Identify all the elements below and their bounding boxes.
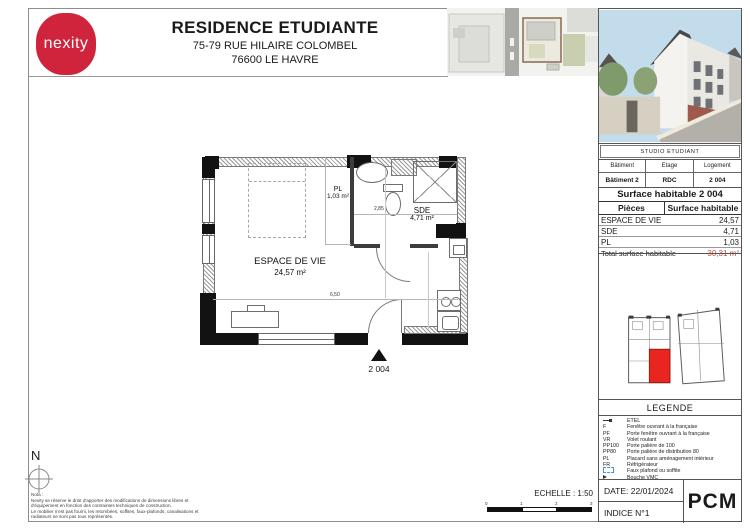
header-divider bbox=[28, 76, 448, 77]
nota-text bbox=[31, 492, 261, 520]
closet-line bbox=[325, 244, 351, 245]
window bbox=[202, 235, 215, 264]
window bbox=[202, 179, 215, 223]
legend-label: Volet roulant bbox=[627, 436, 657, 443]
scale-bar bbox=[485, 501, 593, 513]
desk-furniture bbox=[247, 305, 265, 312]
wall-segment bbox=[200, 293, 216, 345]
surface-table-title: Surface habitable 2 004 bbox=[599, 188, 741, 202]
fridge-niche bbox=[449, 238, 467, 258]
room-surface: 1,03 bbox=[723, 237, 739, 247]
page-title: RESIDENCE ETUDIANTE bbox=[171, 18, 379, 37]
etel-symbol-icon bbox=[603, 418, 612, 423]
table-row bbox=[599, 215, 741, 226]
north-label: N bbox=[31, 448, 41, 463]
dimension-label: 2,85 bbox=[374, 206, 384, 212]
partition-wall bbox=[410, 244, 438, 248]
site-plan-thumbnail bbox=[447, 8, 598, 76]
room-name: PL bbox=[333, 186, 343, 193]
wall-segment bbox=[216, 333, 258, 345]
legend-items bbox=[599, 416, 741, 481]
unit-info-value: Bâtiment 2 bbox=[599, 173, 646, 188]
address-line-1: 75-79 RUE HILAIRE COLOMBEL bbox=[192, 40, 358, 52]
table-row bbox=[599, 226, 741, 237]
legend-label: Fenêtre ouvrant à la française bbox=[627, 424, 698, 431]
unit-info-header: Bâtiment bbox=[599, 160, 646, 173]
unit-info-table bbox=[599, 159, 741, 187]
closet-line bbox=[325, 157, 326, 245]
room-label-sde bbox=[396, 206, 448, 222]
photo-caption: STUDIO ETUDIANT bbox=[600, 145, 740, 158]
dimension-line bbox=[213, 299, 458, 300]
indice-label: INDICE N°1 bbox=[604, 507, 650, 518]
scale-tick: 2 bbox=[555, 501, 558, 506]
unit-number-triangle-icon bbox=[371, 349, 387, 361]
room-area: 4,71 m² bbox=[410, 215, 434, 222]
key-plan bbox=[599, 253, 741, 399]
room-surface: 4,71 bbox=[723, 226, 739, 236]
company-logo-text: PCM bbox=[687, 489, 738, 513]
key-plan-drawing bbox=[599, 254, 741, 399]
date-label: DATE: 22/01/2024 bbox=[599, 480, 683, 502]
legend-key: PF bbox=[603, 430, 610, 437]
table-row bbox=[599, 237, 741, 248]
unit-number-marker: 2 004 bbox=[368, 364, 390, 374]
address-line-2: 76600 LE HAVRE bbox=[231, 54, 319, 66]
partition-wall bbox=[350, 157, 354, 246]
legend-label: Bouche VMC bbox=[627, 474, 659, 481]
building-photo bbox=[599, 9, 741, 143]
scale-tick: 3 bbox=[590, 501, 593, 506]
room-name: SDE bbox=[413, 206, 431, 215]
room-name: SDE bbox=[601, 226, 618, 236]
photo-caption-box bbox=[599, 143, 741, 159]
soffit-symbol-icon bbox=[603, 467, 614, 473]
wall-segment bbox=[202, 157, 215, 178]
nota-line: Le mobilier n'est pas fourni, les retombées, soffites, faux-plafonds, canalisations et bbox=[31, 508, 199, 514]
wall-segment bbox=[436, 224, 457, 238]
room-name: PL bbox=[601, 237, 611, 247]
site-plan-drawing bbox=[447, 8, 598, 76]
title-block-left bbox=[599, 480, 684, 523]
nota-line: Nexity se réserve le droit d'apporter des modifications de dimensions libres et bbox=[31, 497, 189, 503]
legend-panel bbox=[599, 399, 741, 479]
unit-info-value: 2 004 bbox=[709, 177, 726, 184]
unit-info-header: Etage bbox=[646, 160, 693, 173]
room-label-espace-de-vie bbox=[229, 256, 351, 277]
unit-info-header: Logement bbox=[694, 160, 741, 173]
surface-col-surface: Surface habitable bbox=[667, 203, 739, 213]
room-name: ESPACE DE VIE bbox=[254, 256, 326, 267]
scale-label: ECHELLE : 1:50 bbox=[534, 489, 593, 498]
surface-total-value: 30,31 m² bbox=[707, 249, 739, 258]
scale-bar-segment bbox=[522, 507, 557, 512]
room-label-pl bbox=[318, 186, 358, 200]
washbasin bbox=[356, 162, 388, 183]
nota-line: radiateurs ne sont pas tous représentés. bbox=[31, 514, 114, 520]
legend-key: VR bbox=[603, 436, 611, 443]
legend-label: Porte fenêtre ouvrant à la française bbox=[627, 430, 710, 437]
legend-key: PP80 bbox=[603, 449, 616, 456]
surface-col-pieces: Pièces bbox=[599, 202, 665, 214]
dimension-line bbox=[428, 252, 429, 330]
desk-furniture bbox=[231, 311, 279, 328]
dimension-label: 6,50 bbox=[330, 292, 340, 298]
legend-key: PL bbox=[603, 455, 610, 462]
bed-furniture bbox=[248, 163, 306, 238]
legend-key: FR bbox=[603, 462, 611, 469]
unit-highlight bbox=[649, 349, 670, 383]
info-sidebar bbox=[598, 8, 742, 522]
scale-bar-segment bbox=[487, 507, 522, 512]
shower bbox=[413, 161, 457, 203]
title-block bbox=[599, 479, 741, 523]
nexity-logo-text: nexity bbox=[43, 35, 89, 52]
toilet bbox=[383, 184, 403, 192]
room-area: 24,57 m² bbox=[274, 268, 306, 277]
scale-tick: 0 bbox=[485, 501, 488, 506]
legend-key: F bbox=[603, 424, 607, 431]
legend-label: ETEL bbox=[627, 418, 641, 424]
compass-icon bbox=[24, 464, 54, 494]
wall-segment bbox=[456, 223, 466, 238]
legend-label: Porte palière de distribution 80 bbox=[627, 449, 699, 456]
legend-label: Porte palière de 100 bbox=[627, 443, 675, 450]
room-name: ESPACE DE VIE bbox=[601, 215, 662, 225]
door-leaf bbox=[401, 299, 402, 333]
legend-label: Faux plafond ou soffite bbox=[627, 468, 681, 475]
surface-total-label: Total surface habitable bbox=[601, 249, 677, 258]
legend-key: PP100 bbox=[603, 443, 619, 450]
nota-line: d'équipement en fonction des contraintes techniques de construction. bbox=[31, 503, 172, 509]
surface-table bbox=[599, 187, 741, 258]
legend-label: Placard sans aménagement intérieur bbox=[627, 455, 714, 462]
wall-segment bbox=[202, 224, 215, 234]
header-title-block bbox=[95, 18, 455, 66]
room-surface: 24,57 bbox=[718, 215, 739, 225]
legend-title: LEGENDE bbox=[599, 400, 741, 416]
building-render-image bbox=[599, 9, 741, 143]
wall-segment bbox=[402, 333, 468, 345]
scale-tick: 1 bbox=[520, 501, 523, 506]
surface-table-header bbox=[599, 202, 741, 215]
kitchenette-sink bbox=[437, 311, 461, 332]
kitchenette-counter bbox=[437, 290, 461, 311]
nota-line: Nota : bbox=[31, 492, 44, 497]
window bbox=[258, 333, 335, 345]
dimension-line bbox=[385, 168, 386, 298]
nexity-logo bbox=[36, 13, 96, 75]
wall-segment bbox=[335, 333, 368, 345]
room-area: 1,03 m² bbox=[326, 193, 350, 200]
scale-bar-segment bbox=[557, 507, 592, 512]
unit-info-value: RDC bbox=[646, 173, 693, 188]
wall-segment bbox=[457, 157, 466, 227]
legend-label: Réfrigérateur bbox=[627, 462, 658, 469]
